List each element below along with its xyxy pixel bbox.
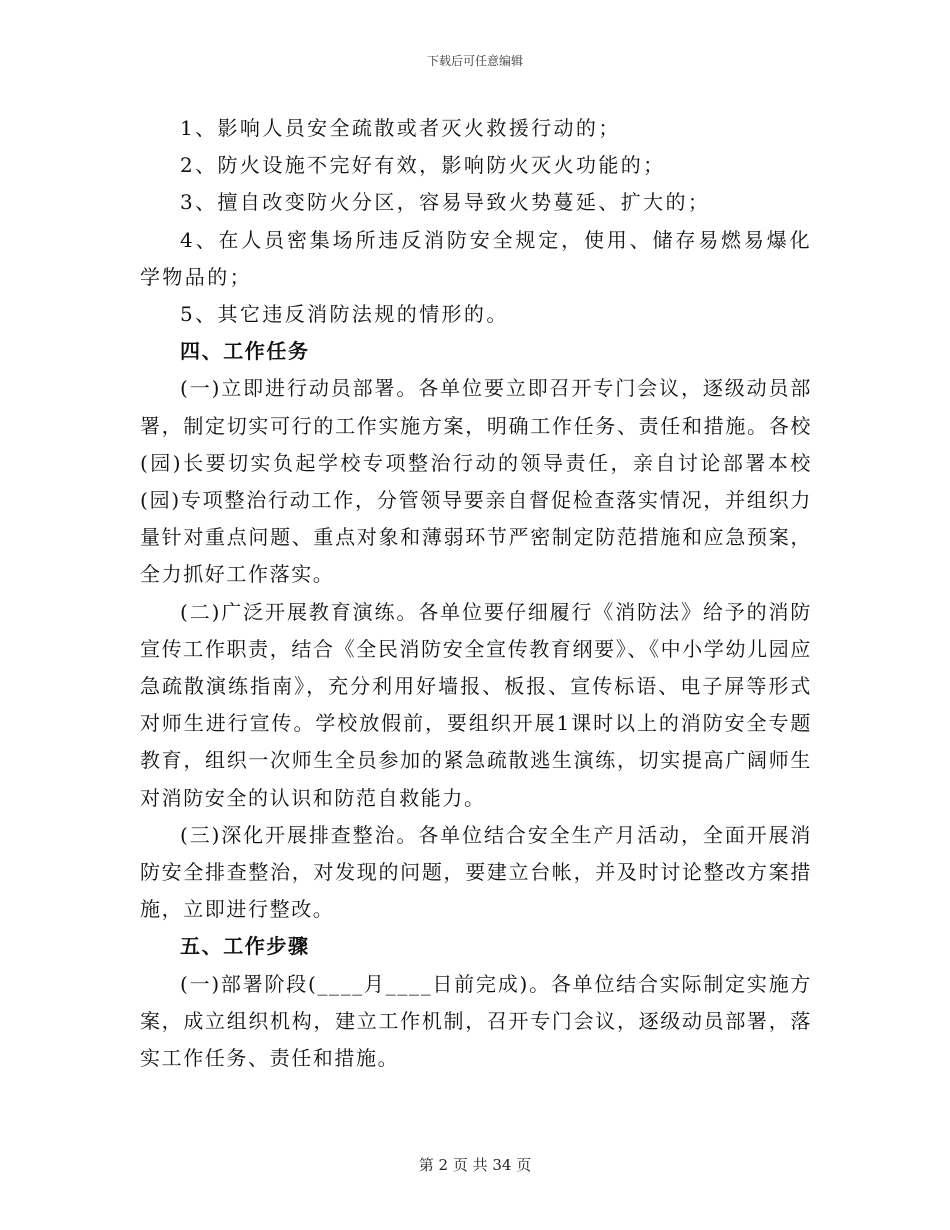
paragraph-mobilization: (一)立即进行动员部署。各单位要立即召开专门会议，逐级动员部署，制定切实可行的工作实施方案，明确工作任务、责任和措施。各校(园)长要切实负起学校专项整治行动的领导责任，亲自讨论部署本校(园)专项整治行动工作，分管领导要亲自督促检查落实情况，并组织力量针对重点问题、重点对象和薄弱环节严密制定防范措施和应急预案，全力抓好工作落实。 — [140, 376, 812, 587]
list-item-4: 4、在人员密集场所违反消防安全规定，使用、储存易燃易爆化学物品的； — [140, 227, 812, 289]
page-number: 第 2 页 共 34 页 — [418, 1156, 532, 1174]
list-item-2: 2、防火设施不完好有效，影响防火灭火功能的； — [180, 153, 666, 178]
section-heading-steps: 五、工作步骤 — [180, 934, 310, 959]
paragraph-education: (二)广泛开展教育演练。各单位要仔细履行《消防法》给予的消防宣传工作职责，结合《全民消防安全宣传教育纲要》、《中小学幼儿园应急疏散演练指南》，充分利用好墙报、板报、宣传标语、电子屏等形式对师生进行宣传。学校放假前，要组织开展1课时以上的消防安全专题教育，组织一次师生全员参加的紧急疏散逃生演练，切实提高广阔师生对消防安全的认识和防范自救能力。 — [140, 599, 812, 810]
list-item-1: 1、影响人员安全疏散或者灭火救援行动的； — [180, 116, 621, 140]
section-heading-tasks: 四、工作任务 — [180, 339, 310, 364]
paragraph-inspection: (三)深化开展排查整治。各单位结合安全生产月活动，全面开展消防安全排查整治，对发现的问题，要建立台帐，并及时讨论整改方案措施，立即进行整改。 — [140, 822, 812, 922]
document-body — [140, 110, 812, 1077]
header-note: 下载后可任意编辑 — [426, 54, 523, 68]
list-item-3: 3、擅自改变防火分区，容易导致火势蔓延、扩大的； — [180, 190, 711, 215]
list-item-5: 5、其它违反消防法规的情形的。 — [180, 302, 509, 327]
paragraph-deployment-stage: (一)部署阶段(____月____日前完成)。各单位结合实际制定实施方案，成立组织机构，建立工作机制，召开专门会议，逐级动员部署，落实工作任务、责任和措施。 — [140, 971, 812, 1071]
